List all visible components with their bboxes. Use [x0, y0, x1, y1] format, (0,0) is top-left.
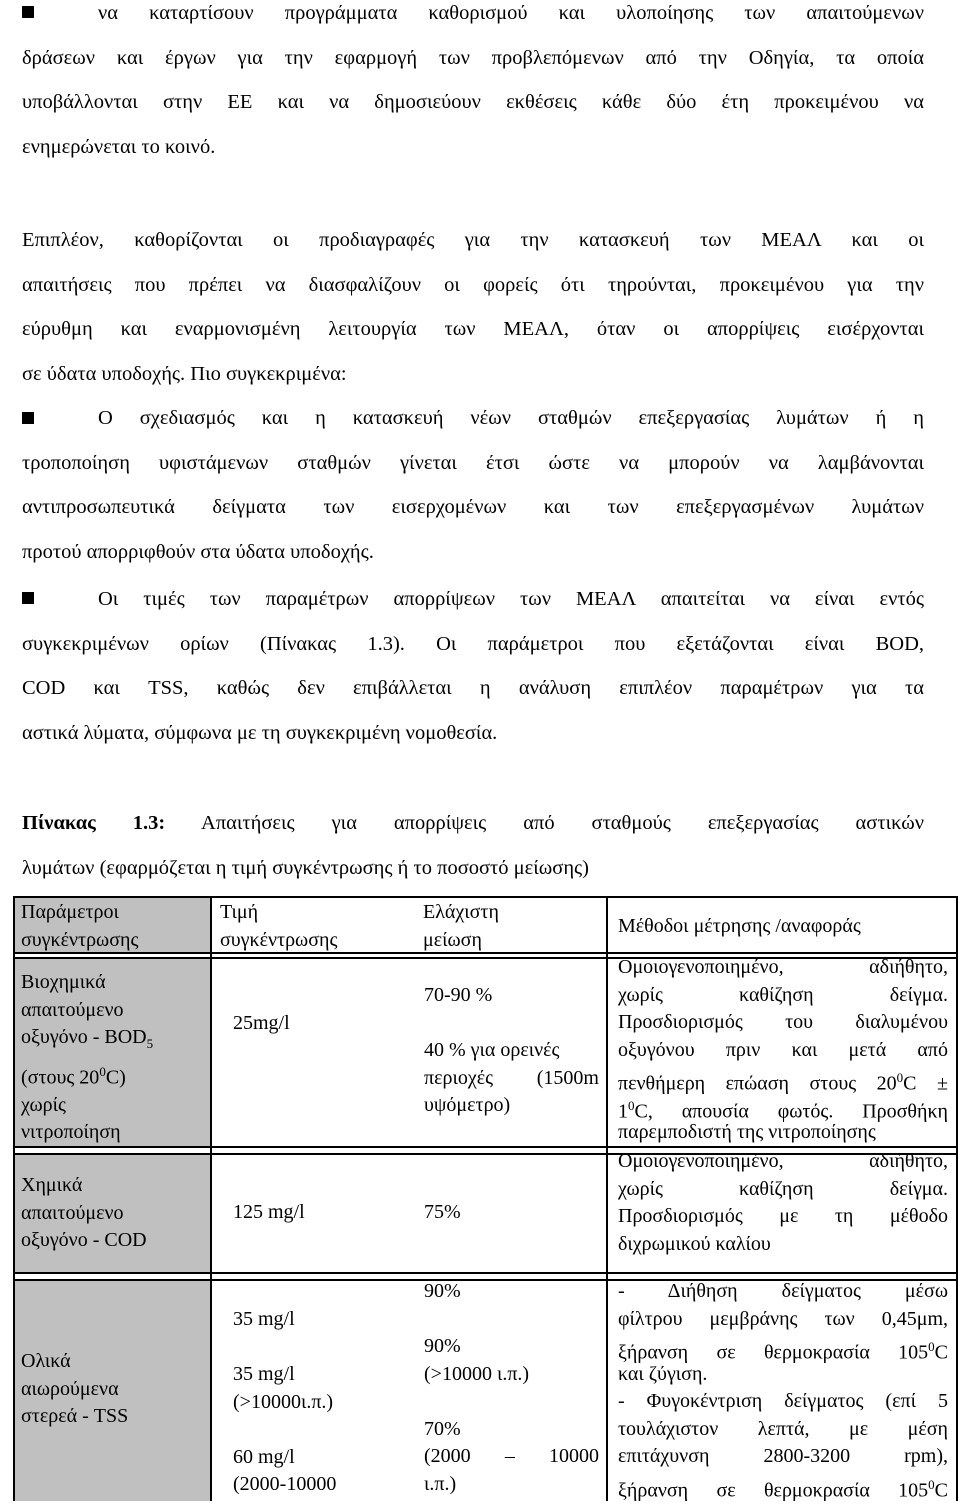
header-min-reduction: Ελάχιστη μείωση	[423, 901, 499, 951]
caption-text: λυμάτων (εφαρμόζεται η τιμή συγκέντρωσης ή το ποσοστό μείωσης)	[22, 856, 589, 879]
text-line: αστικά λύματα, σύμφωνα με τη συγκεκριμένη νομοθεσία.	[22, 721, 498, 744]
table-border	[606, 896, 608, 1501]
text-line: προτού απορριφθούν στα ύδατα υποδοχής.	[22, 540, 374, 563]
text-line: εύρυθμη και εναρμονισμένη λειτουργία των ΜΕΑΛ, όταν οι απορρίψεις εισέρχονται	[22, 318, 924, 340]
table-border	[210, 896, 212, 1501]
text-line: Επιπλέον, καθορίζονται οι προδιαγραφές για την κατασκευή των ΜΕΑΛ και οι	[22, 229, 924, 251]
text-line: υποβάλλονται στην ΕΕ και να δημοσιεύουν εκθέσεις κάθε δύο έτη προκειμένου να	[22, 91, 924, 113]
text-line: αντιπροσωπευτικά δείγματα των εισερχομένων και των επεξεργασμένων λυμάτων	[22, 496, 924, 518]
row-tss-method: - Διήθηση δείγματος μέσω φίλτρου μεμβράνης των 0,45μm, ξήρανση σε θερμοκρασία $105^0C$ και ζύγιση. - Φυγοκέντριση δείγματος (επί 5 τουλάχιστον λεπτά, με μέση επιτάχυνση 2800-3200 rpm), ξήρανση σε θερμοκρασία $105^0C$	[618, 1280, 948, 1502]
text-line: COD και TSS, καθώς δεν επιβάλλεται η ανάλυση επιπλέον παραμέτρων για τα	[22, 677, 924, 699]
body-paragraph	[22, 218, 924, 396]
text-line: σε ύδατα υποδοχής. Πιο συγκεκριμένα:	[22, 362, 347, 385]
header-parameters: Παράμετροι συγκέντρωσης	[21, 901, 139, 951]
row-cod-reduction: 75%	[424, 1201, 461, 1223]
row-bod-method: Ομοιογενοποιημένο, αδιήθητο, χωρίς καθίζηση δείγμα. Προσδιορισμός του διαλυμένου οξυγόνου πριν και μετά από πενθήμερη επώαση στους $20^0C$ ± $1^0C$, απουσία φωτός. Προσθήκη παρεμποδιστή της νιτροποίησης	[618, 956, 948, 1143]
row-cod-concentration: 125 mg/l	[233, 1201, 305, 1223]
header-methods: Μέθοδοι μέτρησης /αναφοράς	[618, 915, 861, 937]
text-line: συγκεκριμένων ορίων (Πίνακας 1.3). Οι παράμετροι που εξετάζονται είναι BOD,	[22, 632, 924, 655]
text-line: ενημερώνεται το κοινό.	[22, 135, 216, 158]
text-line: τροποποίηση υφιστάμενων σταθμών γίνεται έτσι ώστε να μπορούν να λαμβάνονται	[22, 451, 924, 474]
bullet-text-parameters	[22, 577, 924, 755]
row-bod-concentration: 25mg/l	[233, 1012, 290, 1034]
text-line: απαιτήσεις που πρέπει να διασφαλίζουν οι φορείς ότι τηρούνται, προκειμένου για την	[22, 273, 924, 296]
row-cod-parameter: Χημικά απαιτούμενο οξυγόνο - COD	[21, 1174, 147, 1251]
row-tss-parameter: Ολικά αιωρούμενα στερεά - TSS	[21, 1350, 129, 1427]
text-line: Οι τιμές των παραμέτρων απορρίψεων των ΜΕΑΛ απαιτείται να είναι εντός	[98, 588, 924, 610]
table-border	[13, 896, 15, 1501]
intro-bullet-text	[22, 0, 924, 169]
text-line: δράσεων και έργων για την εφαρμογή των προβλεπόμενων από την Οδηγία, τα οποία	[22, 46, 924, 69]
caption-label: Πίνακας 1.3:	[22, 812, 166, 834]
bullet-text-design	[22, 396, 924, 574]
table-border	[956, 896, 958, 1501]
row-tss-reduction: 90% 90% (>10000 ι.π.) 70% (2000 – 10000 ι.π.)	[424, 1280, 599, 1495]
text-line: να καταρτίσουν προγράμματα καθορισμού και υλοποίησης των απαιτούμενων	[98, 2, 924, 24]
row-cod-method: Ομοιογενοποιημένο, αδιήθητο, χωρίς καθίζηση δείγμα. Προσδιορισμός με τη μέθοδο διχρωμικού καλίου	[618, 1150, 948, 1255]
text-line: Ο σχεδιασμός και η κατασκευή νέων σταθμών επεξεργασίας λυμάτων ή η	[98, 407, 924, 429]
requirements-table	[13, 896, 958, 1501]
table-border	[13, 896, 958, 898]
row-bod-reduction: 70-90 % 40 % για ορεινές περιοχές (1500m υψόμετρο)	[424, 984, 599, 1116]
caption-text: Απαιτήσεις για απορρίψεις από σταθμούς επεξεργασίας αστικών	[201, 812, 924, 834]
header-concentration: Τιμή συγκέντρωσης	[220, 901, 338, 951]
table-caption	[22, 801, 924, 890]
row-bod-parameter: Βιοχημικά απαιτούμενο οξυγόνο - $BOD_5$ (στους $20^0C$) χωρίς νιτροποίηση	[21, 971, 154, 1144]
row-tss-concentration: 35 mg/l 35 mg/l (>10000ι.π.) 60 mg/l (2000-10000	[233, 1308, 337, 1495]
